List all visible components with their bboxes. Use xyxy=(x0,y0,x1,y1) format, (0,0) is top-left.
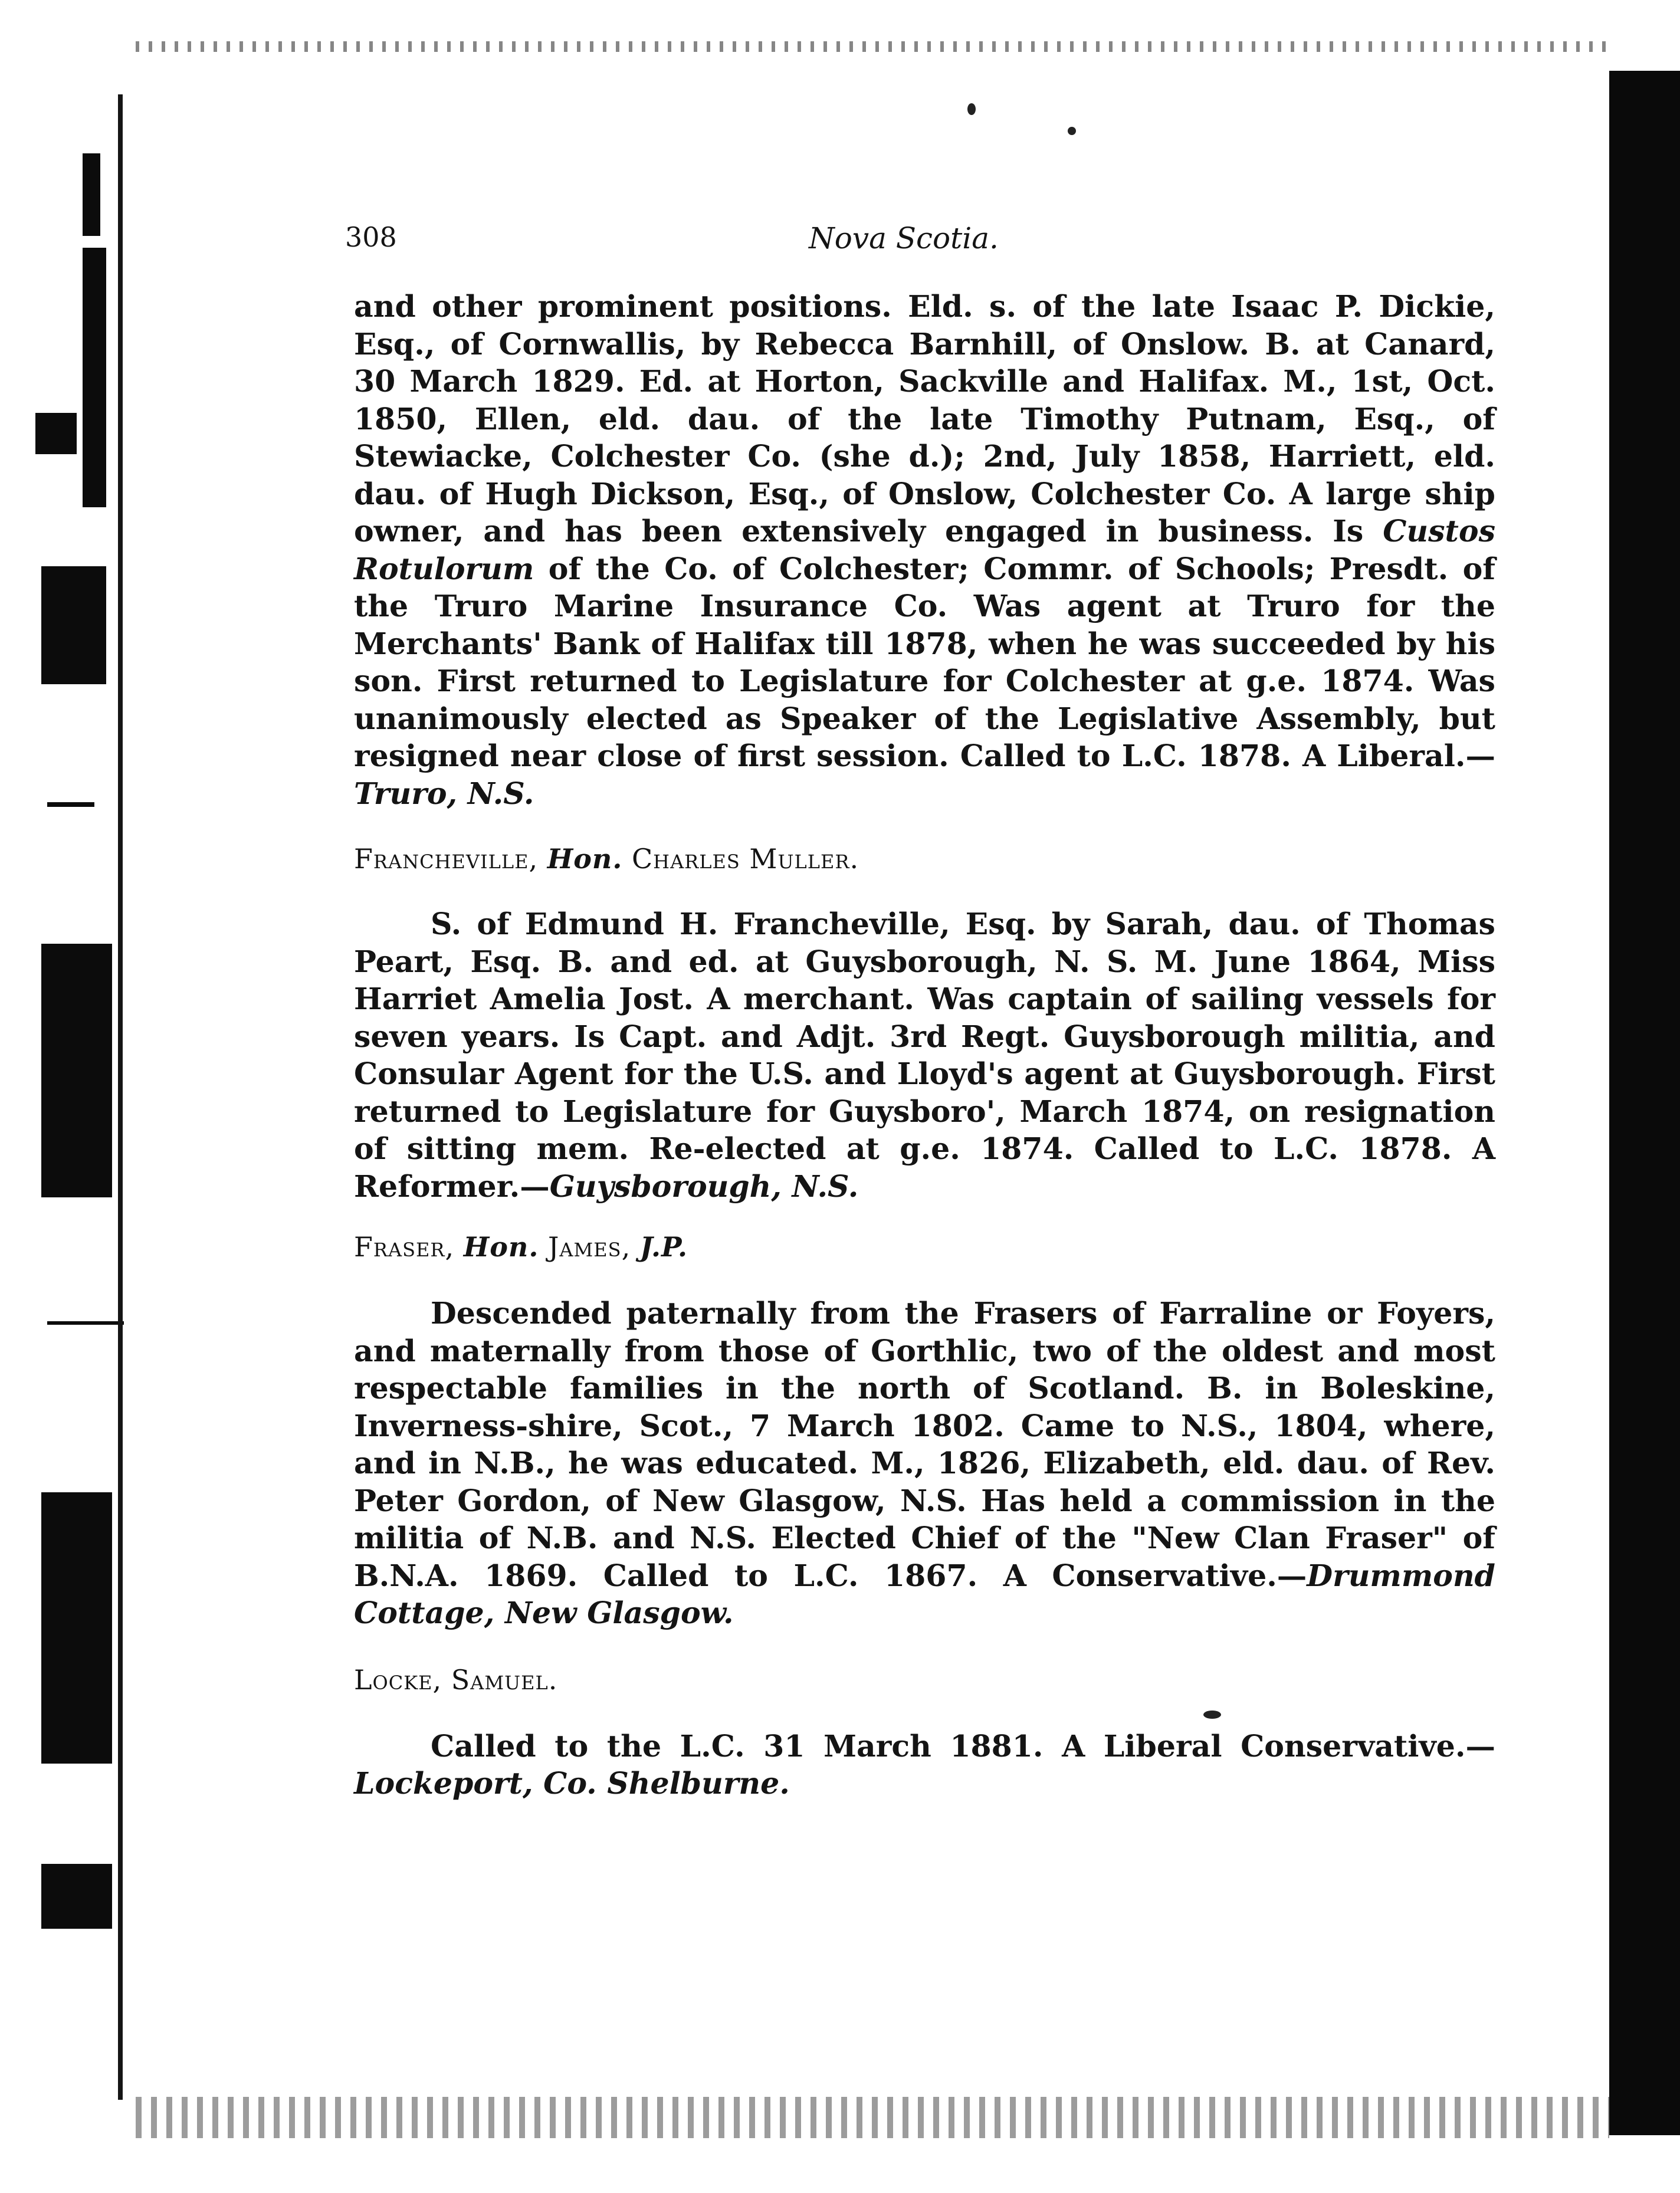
entry-given-names: James, xyxy=(547,1231,631,1263)
entry-body: of the Co. of Colchester; Commr. of Schools; Presdt. of the Truro Marine Insurance Co. Was agent at Truro for the Merchants' Bank of Halifax till 1878, when he was succeeded by his son. First returned to Legislature for Colchester at g.e. 1874. Was unanimously elected as Speaker of the Legislative Assembly, but resigned near close of first session. Called to L.C. 1878. A Liberal.— xyxy=(354,551,1495,773)
entry-given-names: Samuel. xyxy=(451,1663,558,1696)
scan-frame-bottom xyxy=(136,2097,1609,2138)
entry-body: Called to the L.C. 31 March 1881. A Liberal Conservative.— xyxy=(431,1728,1495,1764)
entry-residence: Guysborough, N.S. xyxy=(549,1168,859,1204)
scan-edge-left xyxy=(0,0,136,2193)
entry-title: Hon. xyxy=(463,1231,539,1263)
entry-residence: Drummond Cottage, New Glasgow. xyxy=(354,1558,1495,1630)
scan-edge-right xyxy=(1609,71,1680,2135)
page-number: 308 xyxy=(345,221,397,253)
entry-body-italic: Custos Rotulorum xyxy=(354,514,1495,586)
entry-locke-body xyxy=(354,1728,1495,1803)
entry-fraser-body xyxy=(354,1295,1495,1632)
page-header xyxy=(345,221,1035,262)
entry-heading-locke xyxy=(354,1662,1495,1698)
entry-suffix: J.P. xyxy=(639,1231,688,1263)
running-head: Nova Scotia. xyxy=(809,221,999,255)
page-content xyxy=(354,288,1495,1803)
entry-heading-francheville xyxy=(354,841,1495,877)
scan-speck xyxy=(1068,127,1076,135)
entry-body: S. of Edmund H. Francheville, Esq. by Sarah, dau. of Thomas Peart, Esq. B. and ed. at Guysborough, N. S. M. June 1864, Miss Harriet Amelia Jost. A merchant. Was captain of sailing vessels for seven years. Is Capt. and Adjt. 3rd Regt. Guysborough militia, and Consular Agent for the U.S. and Lloyd's agent at Guysborough. First returned to Legislature for Guysboro', March 1874, on resignation of sitting mem. Re-elected at g.e. 1874. Called to L.C. 1878. A Reformer.— xyxy=(354,907,1495,1204)
entry-francheville-body xyxy=(354,905,1495,1205)
entry-dickie-continuation xyxy=(354,288,1495,812)
entry-title: Hon. xyxy=(547,843,623,875)
entry-body: Descended paternally from the Frasers of Farraline or Foyers, and maternally from those of Gorthlic, two of the oldest and most respectable families in the north of Scotland. B. in Boleskine, Inverness-shire, Scot., 7 March 1802. Came to N.S., 1804, where, and in N.B., he was educated. M., 1826, Elizabeth, eld. dau. of Rev. Peter Gordon, of New Glasgow, N.S. Has held a commission in the militia of N.B. and N.S. Elected Chief of the "New Clan Fraser" of B.N.A. 1869. Called to L.C. 1867. A Conservative.— xyxy=(354,1296,1495,1593)
entry-heading-fraser xyxy=(354,1229,1495,1265)
entry-given-names: Charles Muller. xyxy=(631,843,859,875)
scan-speck xyxy=(967,103,976,115)
entry-body: and other prominent positions. Eld. s. of the late Isaac P. Dickie, Esq., of Cornwallis, by Rebecca Barnhill, of Onslow. B. at Canard, 30 March 1829. Ed. at Horton, Sackville and Halifax. M., 1st, Oct. 1850, Ellen, eld. dau. of the late Timothy Putnam, Esq., of Stewiacke, Colchester Co. (she d.); 2nd, July 1858, Harriett, eld. dau. of Hugh Dickson, Esq., of Onslow, Colchester Co. A large ship owner, and has been extensively engaged in business. Is xyxy=(354,289,1495,549)
entry-surname: Francheville, xyxy=(354,843,539,875)
scan-frame-left xyxy=(118,94,123,2100)
scan-frame-top xyxy=(136,41,1609,52)
entry-residence: Lockeport, Co. Shelburne. xyxy=(354,1766,790,1801)
entry-surname: Fraser, xyxy=(354,1231,455,1263)
entry-surname: Locke, xyxy=(354,1663,442,1696)
entry-residence: Truro, N.S. xyxy=(354,776,534,811)
